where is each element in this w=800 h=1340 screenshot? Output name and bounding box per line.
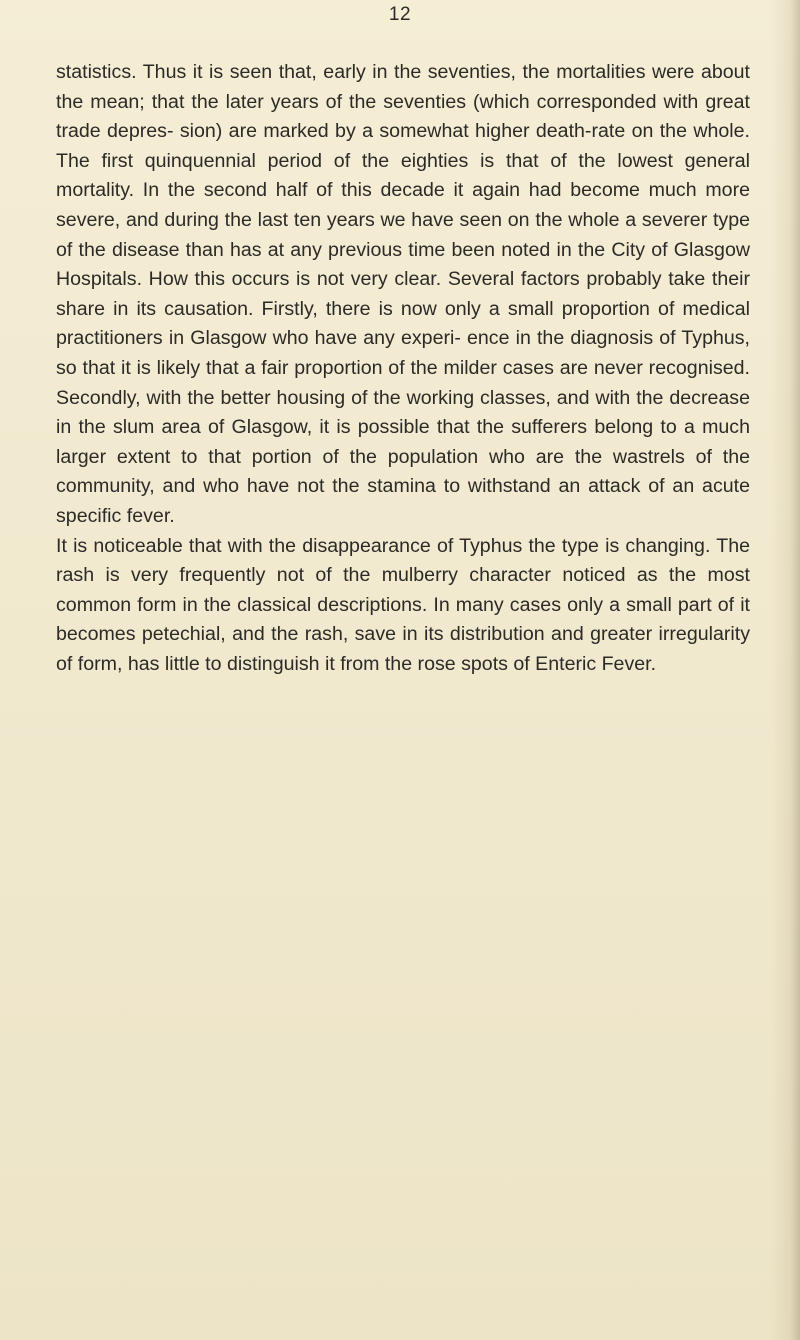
paragraph-typhus-rash: It is noticeable that with the disappearance of Typhus the type is changing. The rash is very frequently not of the mulberry character noticed as the most common form in the classical descriptions. In many cases only a small part of it becomes petechial, and the rash, save in its distribution and greater irregularity of form, has little to distinguish it from the rose spots of Enteric Fever. (56, 534, 750, 675)
body-text (56, 58, 750, 679)
paragraph-statistics: statistics. Thus it is seen that, early in the seventies, the mortalities were about the mean; that the later years of the seventies (which corresponded with great trade depres- sion) are marked by a somewhat higher death-rate on the whole. The first quinquennial period of the eighties is that of the lowest general mortality. In the second half of this decade it again had become much more severe, and during the last ten years we have seen on the whole a severer type of the disease than has at any previous time been noted in the City of Glasgow Hospitals. How this occurs is not very clear. Several factors probably take their share in its causation. Firstly, there is now only a small proportion of medical practitioners in Glasgow who have any experi- ence in the diagnosis of Typhus, so that it is likely that a fair proportion of the milder cases are never recognised. Secondly, with the better housing of the working classes, and with the decrease in the slum area of Glasgow, it is possible that the sufferers belong to a much larger extent to that portion of the population who are the wastrels of the community, and who have not the stamina to withstand an attack of an acute specific fever. (56, 61, 750, 527)
page-number: 12 (388, 4, 412, 25)
